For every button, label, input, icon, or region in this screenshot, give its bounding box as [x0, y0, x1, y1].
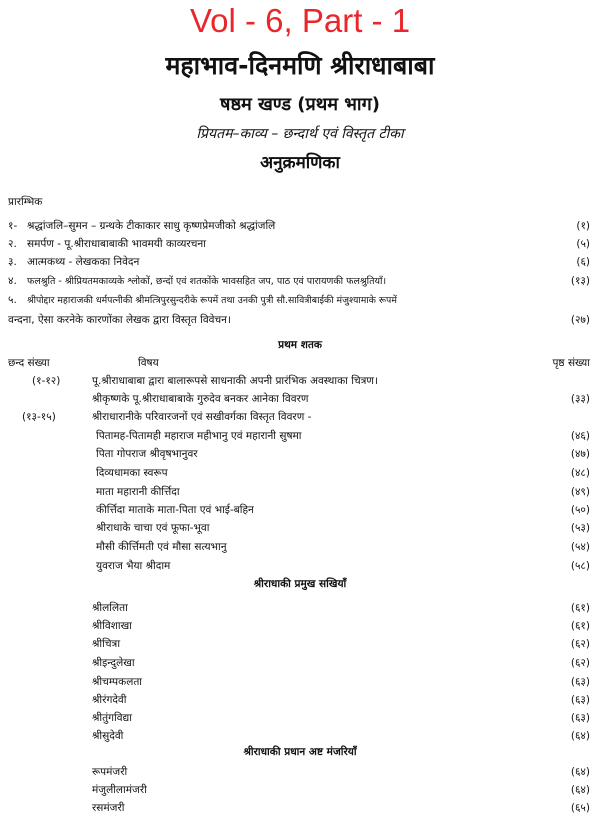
row-page: (४६): [570, 430, 590, 442]
verse-range: (१-१२): [32, 375, 61, 387]
item-name: श्रीचम्पकलता: [92, 676, 143, 688]
preface-item-page: (२७): [570, 314, 590, 326]
preface-item-text-continued: वन्दना, ऐसा करनेके कारणोंका लेखक द्वारा विस्तृत विवेचन।: [8, 314, 231, 326]
row-page: (४७): [570, 448, 590, 460]
row-subject: श्रीराधाके चाचा एवं फूफा-भूवा: [96, 522, 210, 534]
column-header-verse: छन्द संख्या: [8, 357, 50, 369]
preface-item-number: ३.: [8, 256, 17, 268]
row-subject: पितामह-पितामही महाराज महीभानु एवं महारानी सुषमा: [96, 430, 302, 442]
item-name: मंजुलीलामंजरी: [92, 784, 147, 796]
preface-heading: प्रारम्भिक: [8, 196, 43, 208]
preface-item-number: २.: [8, 238, 17, 250]
item-name: श्रीइन्दुलेखा: [92, 657, 135, 669]
item-page: (६३): [570, 712, 590, 724]
item-name: श्रीचित्रा: [92, 638, 121, 650]
book-title: महाभाव-दिनमणि श्रीराधाबाबा: [165, 51, 435, 80]
row-page: (५३): [570, 522, 590, 534]
preface-item-number: ४.: [8, 275, 17, 287]
row-subject: पू.श्रीराधाबाबा द्वारा बालारूपसे साधनाकी अपनी प्रारंभिक अवस्थाका चित्रण।: [92, 375, 378, 387]
row-subject: कीर्त्तिदा माताके माता-पिता एवं भाई-बहिन: [96, 504, 254, 516]
item-page: (६४): [570, 730, 590, 742]
row-subject: पिता गोपराज श्रीवृषभानुवर: [96, 448, 198, 460]
preface-item-page: (६): [576, 256, 590, 268]
item-page: (६५): [570, 802, 590, 814]
item-page: (६२): [570, 657, 590, 669]
item-name: श्रीविशाखा: [92, 620, 132, 632]
item-name: रसमंजरी: [92, 802, 125, 814]
preface-item-page: (१): [576, 220, 590, 232]
subtitle: प्रियतम–काव्य – छन्दार्थ एवं विस्तृत टीका: [196, 126, 404, 142]
item-page: (६१): [570, 620, 590, 632]
preface-item-number: ५.: [8, 294, 17, 306]
row-subject: दिव्यधामका स्वरूप: [96, 467, 168, 479]
row-page: (४९): [570, 486, 590, 498]
preface-item-page: (१३): [570, 275, 590, 287]
item-page: (६४): [570, 766, 590, 778]
item-page: (६३): [570, 694, 590, 706]
item-name: श्रीरंगदेवी: [92, 694, 127, 706]
row-subject: माता महारानी कीर्त्तिदा: [96, 486, 180, 498]
preface-item-text: श्रद्धांजलि–सुमन – ग्रन्थके टीकाकार साधु कृष्णप्रेमजीको श्रद्धांजलि: [27, 220, 276, 232]
row-subject: मौसी कीर्त्तिमती एवं मौसा सत्यभानु: [96, 541, 227, 553]
item-page: (६१): [570, 602, 590, 614]
index-title: अनुक्रमणिका: [260, 153, 340, 173]
item-page: (६२): [570, 638, 590, 650]
item-name: श्रीललिता: [92, 602, 128, 614]
column-header-subject: विषय: [138, 357, 159, 369]
item-name: रूपमंजरी: [92, 766, 128, 778]
preface-item-text: आत्मकथ्य - लेखकका निवेदन: [27, 256, 140, 268]
preface-item-number: १-: [8, 220, 18, 232]
column-header-page: पृष्ठ संख्या: [552, 357, 590, 369]
item-page: (६३): [570, 676, 590, 688]
row-page: (३३): [570, 393, 590, 405]
section-heading: प्रथम शतक: [278, 339, 322, 351]
preface-item-text: श्रीपोद्दार महाराजकी धर्मपत्नीकी श्रीमत्त्रिपुरसुन्दरीके रूपमें तथा उनकी पुत्री सौ.सावित्रीबाईकी मंजुश्यामाके रूपमें: [27, 295, 397, 306]
item-name: श्रीसुदेवी: [92, 730, 124, 742]
row-page: (५४): [570, 541, 590, 553]
row-page: (४८): [570, 467, 590, 479]
section-heading: श्रीराधाकी प्रधान अष्ट मंजरियाँ: [243, 746, 357, 758]
row-subject: श्रीराधारानीके परिवारजनों एवं सखीवर्गका विस्तृत विवरण -: [92, 411, 312, 423]
row-subject: श्रीकृष्णके पू.श्रीराधाबाबाके गुरुदेव बनकर आनेका विवरण: [92, 393, 309, 405]
item-page: (६४): [570, 784, 590, 796]
section-heading: श्रीराधाकी प्रमुख सखियाँ: [253, 578, 347, 590]
preface-item-text: समर्पण - पू.श्रीराधाबाबाकी भावमयी काव्यरचना: [27, 238, 206, 250]
part-title: षष्ठम खण्ड (प्रथम भाग): [220, 94, 380, 115]
row-page: (५८): [570, 560, 590, 572]
volume-label: Vol - 6, Part - 1: [189, 2, 411, 39]
row-subject: युवराज भैया श्रीदाम: [96, 560, 171, 572]
row-page: (५०): [570, 504, 590, 516]
verse-range: (१३-१५): [22, 411, 56, 423]
preface-item-page: (५): [576, 238, 590, 250]
item-name: श्रीतुंगविद्या: [92, 712, 132, 724]
preface-item-text: फलश्रुति - श्रीप्रियतमकाव्यके श्लोकों, छन्दों एवं शतकोंके भावसहित जप, पाठ एवं पारायणकी फलश्रुतियाँ।: [27, 276, 387, 287]
